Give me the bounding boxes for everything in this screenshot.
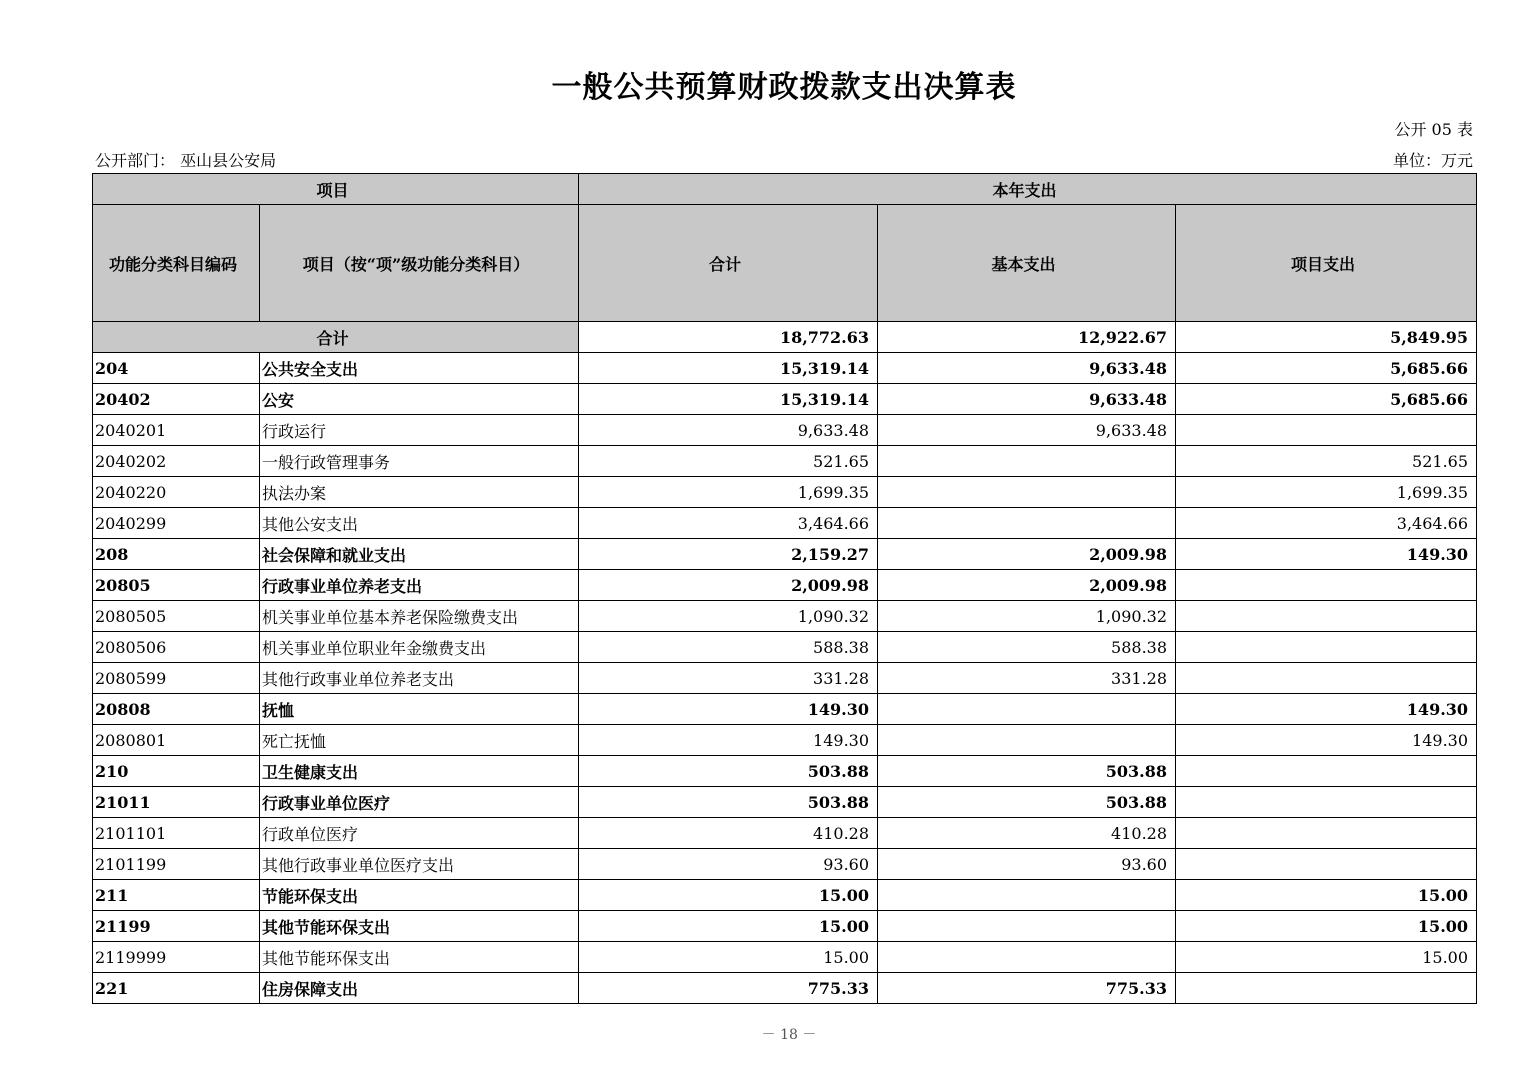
cell-total: 503.88 xyxy=(579,787,878,818)
table-row xyxy=(93,663,1477,694)
table-row xyxy=(93,942,1477,973)
table-row xyxy=(93,849,1477,880)
cell-basic: 2,009.98 xyxy=(878,539,1176,570)
cell-basic: 93.60 xyxy=(878,849,1176,880)
table-row xyxy=(93,601,1477,632)
table-body xyxy=(93,322,1477,1004)
total-label: 合计 xyxy=(93,322,579,353)
cell-total: 1,699.35 xyxy=(579,477,878,508)
cell-total: 15.00 xyxy=(579,942,878,973)
cell-total: 1,090.32 xyxy=(579,601,878,632)
total-project: 5,849.95 xyxy=(1176,322,1477,353)
cell-basic: 588.38 xyxy=(878,632,1176,663)
cell-basic xyxy=(878,446,1176,477)
cell-name: 抚恤 xyxy=(260,694,579,725)
header-basic: 基本支出 xyxy=(878,205,1176,322)
cell-name: 行政运行 xyxy=(260,415,579,446)
cell-basic: 503.88 xyxy=(878,756,1176,787)
cell-name: 住房保障支出 xyxy=(260,973,579,1004)
cell-name: 卫生健康支出 xyxy=(260,756,579,787)
table-row xyxy=(93,570,1477,601)
cell-project: 149.30 xyxy=(1176,539,1477,570)
cell-name: 其他公安支出 xyxy=(260,508,579,539)
cell-basic: 9,633.48 xyxy=(878,415,1176,446)
cell-name: 行政事业单位养老支出 xyxy=(260,570,579,601)
cell-name: 其他行政事业单位医疗支出 xyxy=(260,849,579,880)
cell-total: 2,009.98 xyxy=(579,570,878,601)
cell-project xyxy=(1176,632,1477,663)
cell-total: 9,633.48 xyxy=(579,415,878,446)
form-number: 公开 05 表 xyxy=(1394,120,1473,139)
cell-project: 15.00 xyxy=(1176,942,1477,973)
page-title: 一般公共预算财政拨款支出决算表 xyxy=(551,70,1017,105)
cell-name: 节能环保支出 xyxy=(260,880,579,911)
cell-total: 588.38 xyxy=(579,632,878,663)
cell-project: 5,685.66 xyxy=(1176,353,1477,384)
cell-basic: 410.28 xyxy=(878,818,1176,849)
cell-code: 210 xyxy=(93,756,260,787)
table-row xyxy=(93,880,1477,911)
cell-basic xyxy=(878,694,1176,725)
cell-basic: 503.88 xyxy=(878,787,1176,818)
department-label: 公开部门： 巫山县公安局 xyxy=(95,151,277,170)
cell-project: 149.30 xyxy=(1176,725,1477,756)
cell-code: 2040201 xyxy=(93,415,260,446)
header-name: 项目（按“项”级功能分类科目） xyxy=(260,205,579,322)
cell-basic: 1,090.32 xyxy=(878,601,1176,632)
cell-total: 15.00 xyxy=(579,911,878,942)
cell-name: 社会保障和就业支出 xyxy=(260,539,579,570)
cell-code: 2080801 xyxy=(93,725,260,756)
cell-code: 204 xyxy=(93,353,260,384)
cell-name: 执法办案 xyxy=(260,477,579,508)
table-row xyxy=(93,353,1477,384)
cell-project: 521.65 xyxy=(1176,446,1477,477)
expenditure-table xyxy=(92,173,1477,1004)
total-sum: 18,772.63 xyxy=(579,322,878,353)
cell-name: 一般行政管理事务 xyxy=(260,446,579,477)
cell-project: 3,464.66 xyxy=(1176,508,1477,539)
header-project: 项目支出 xyxy=(1176,205,1477,322)
cell-code: 2040299 xyxy=(93,508,260,539)
cell-project xyxy=(1176,601,1477,632)
cell-total: 15.00 xyxy=(579,880,878,911)
cell-project: 1,699.35 xyxy=(1176,477,1477,508)
header-code: 功能分类科目编码 xyxy=(93,205,260,322)
cell-code: 20402 xyxy=(93,384,260,415)
cell-basic: 331.28 xyxy=(878,663,1176,694)
cell-basic xyxy=(878,477,1176,508)
cell-total: 775.33 xyxy=(579,973,878,1004)
cell-project: 15.00 xyxy=(1176,911,1477,942)
cell-code: 2080599 xyxy=(93,663,260,694)
cell-total: 410.28 xyxy=(579,818,878,849)
cell-basic xyxy=(878,942,1176,973)
cell-total: 15,319.14 xyxy=(579,384,878,415)
table-row xyxy=(93,787,1477,818)
header-item-group: 项目 xyxy=(93,174,579,205)
cell-basic: 9,633.48 xyxy=(878,353,1176,384)
cell-basic: 9,633.48 xyxy=(878,384,1176,415)
table-row xyxy=(93,756,1477,787)
cell-code: 21199 xyxy=(93,911,260,942)
cell-name: 死亡抚恤 xyxy=(260,725,579,756)
cell-basic: 2,009.98 xyxy=(878,570,1176,601)
cell-basic: 775.33 xyxy=(878,973,1176,1004)
cell-code: 2040220 xyxy=(93,477,260,508)
cell-project: 149.30 xyxy=(1176,694,1477,725)
table-row xyxy=(93,446,1477,477)
table-row xyxy=(93,539,1477,570)
cell-name: 公安 xyxy=(260,384,579,415)
cell-basic xyxy=(878,911,1176,942)
cell-total: 149.30 xyxy=(579,694,878,725)
cell-code: 2119999 xyxy=(93,942,260,973)
table-row xyxy=(93,911,1477,942)
cell-code: 2040202 xyxy=(93,446,260,477)
cell-project xyxy=(1176,787,1477,818)
table-row xyxy=(93,415,1477,446)
table-row xyxy=(93,973,1477,1004)
table-row xyxy=(93,384,1477,415)
header-total: 合计 xyxy=(579,205,878,322)
cell-code: 2101199 xyxy=(93,849,260,880)
cell-code: 20805 xyxy=(93,570,260,601)
table-row xyxy=(93,694,1477,725)
total-basic: 12,922.67 xyxy=(878,322,1176,353)
page-number: － 18 － xyxy=(761,1027,817,1043)
cell-name: 机关事业单位基本养老保险缴费支出 xyxy=(260,601,579,632)
cell-total: 3,464.66 xyxy=(579,508,878,539)
cell-total: 331.28 xyxy=(579,663,878,694)
cell-project: 5,685.66 xyxy=(1176,384,1477,415)
cell-project xyxy=(1176,570,1477,601)
cell-name: 行政单位医疗 xyxy=(260,818,579,849)
cell-name: 其他行政事业单位养老支出 xyxy=(260,663,579,694)
cell-total: 149.30 xyxy=(579,725,878,756)
cell-code: 208 xyxy=(93,539,260,570)
cell-basic xyxy=(878,725,1176,756)
cell-project xyxy=(1176,415,1477,446)
cell-name: 公共安全支出 xyxy=(260,353,579,384)
table-row xyxy=(93,818,1477,849)
cell-code: 2080506 xyxy=(93,632,260,663)
cell-basic xyxy=(878,508,1176,539)
header-expense-group: 本年支出 xyxy=(579,174,1477,205)
table-row xyxy=(93,632,1477,663)
table-row xyxy=(93,477,1477,508)
cell-code: 2101101 xyxy=(93,818,260,849)
cell-project: 15.00 xyxy=(1176,880,1477,911)
cell-total: 2,159.27 xyxy=(579,539,878,570)
table-row xyxy=(93,725,1477,756)
unit-label: 单位：万元 xyxy=(1392,151,1473,170)
cell-code: 2080505 xyxy=(93,601,260,632)
cell-total: 15,319.14 xyxy=(579,353,878,384)
cell-project xyxy=(1176,973,1477,1004)
cell-code: 21011 xyxy=(93,787,260,818)
cell-total: 521.65 xyxy=(579,446,878,477)
total-row xyxy=(93,322,1477,353)
cell-basic xyxy=(878,880,1176,911)
cell-project xyxy=(1176,818,1477,849)
cell-code: 20808 xyxy=(93,694,260,725)
cell-name: 其他节能环保支出 xyxy=(260,942,579,973)
table-row xyxy=(93,508,1477,539)
cell-total: 503.88 xyxy=(579,756,878,787)
cell-project xyxy=(1176,849,1477,880)
cell-code: 211 xyxy=(93,880,260,911)
cell-total: 93.60 xyxy=(579,849,878,880)
cell-name: 机关事业单位职业年金缴费支出 xyxy=(260,632,579,663)
cell-code: 221 xyxy=(93,973,260,1004)
cell-name: 其他节能环保支出 xyxy=(260,911,579,942)
cell-project xyxy=(1176,663,1477,694)
cell-name: 行政事业单位医疗 xyxy=(260,787,579,818)
cell-project xyxy=(1176,756,1477,787)
